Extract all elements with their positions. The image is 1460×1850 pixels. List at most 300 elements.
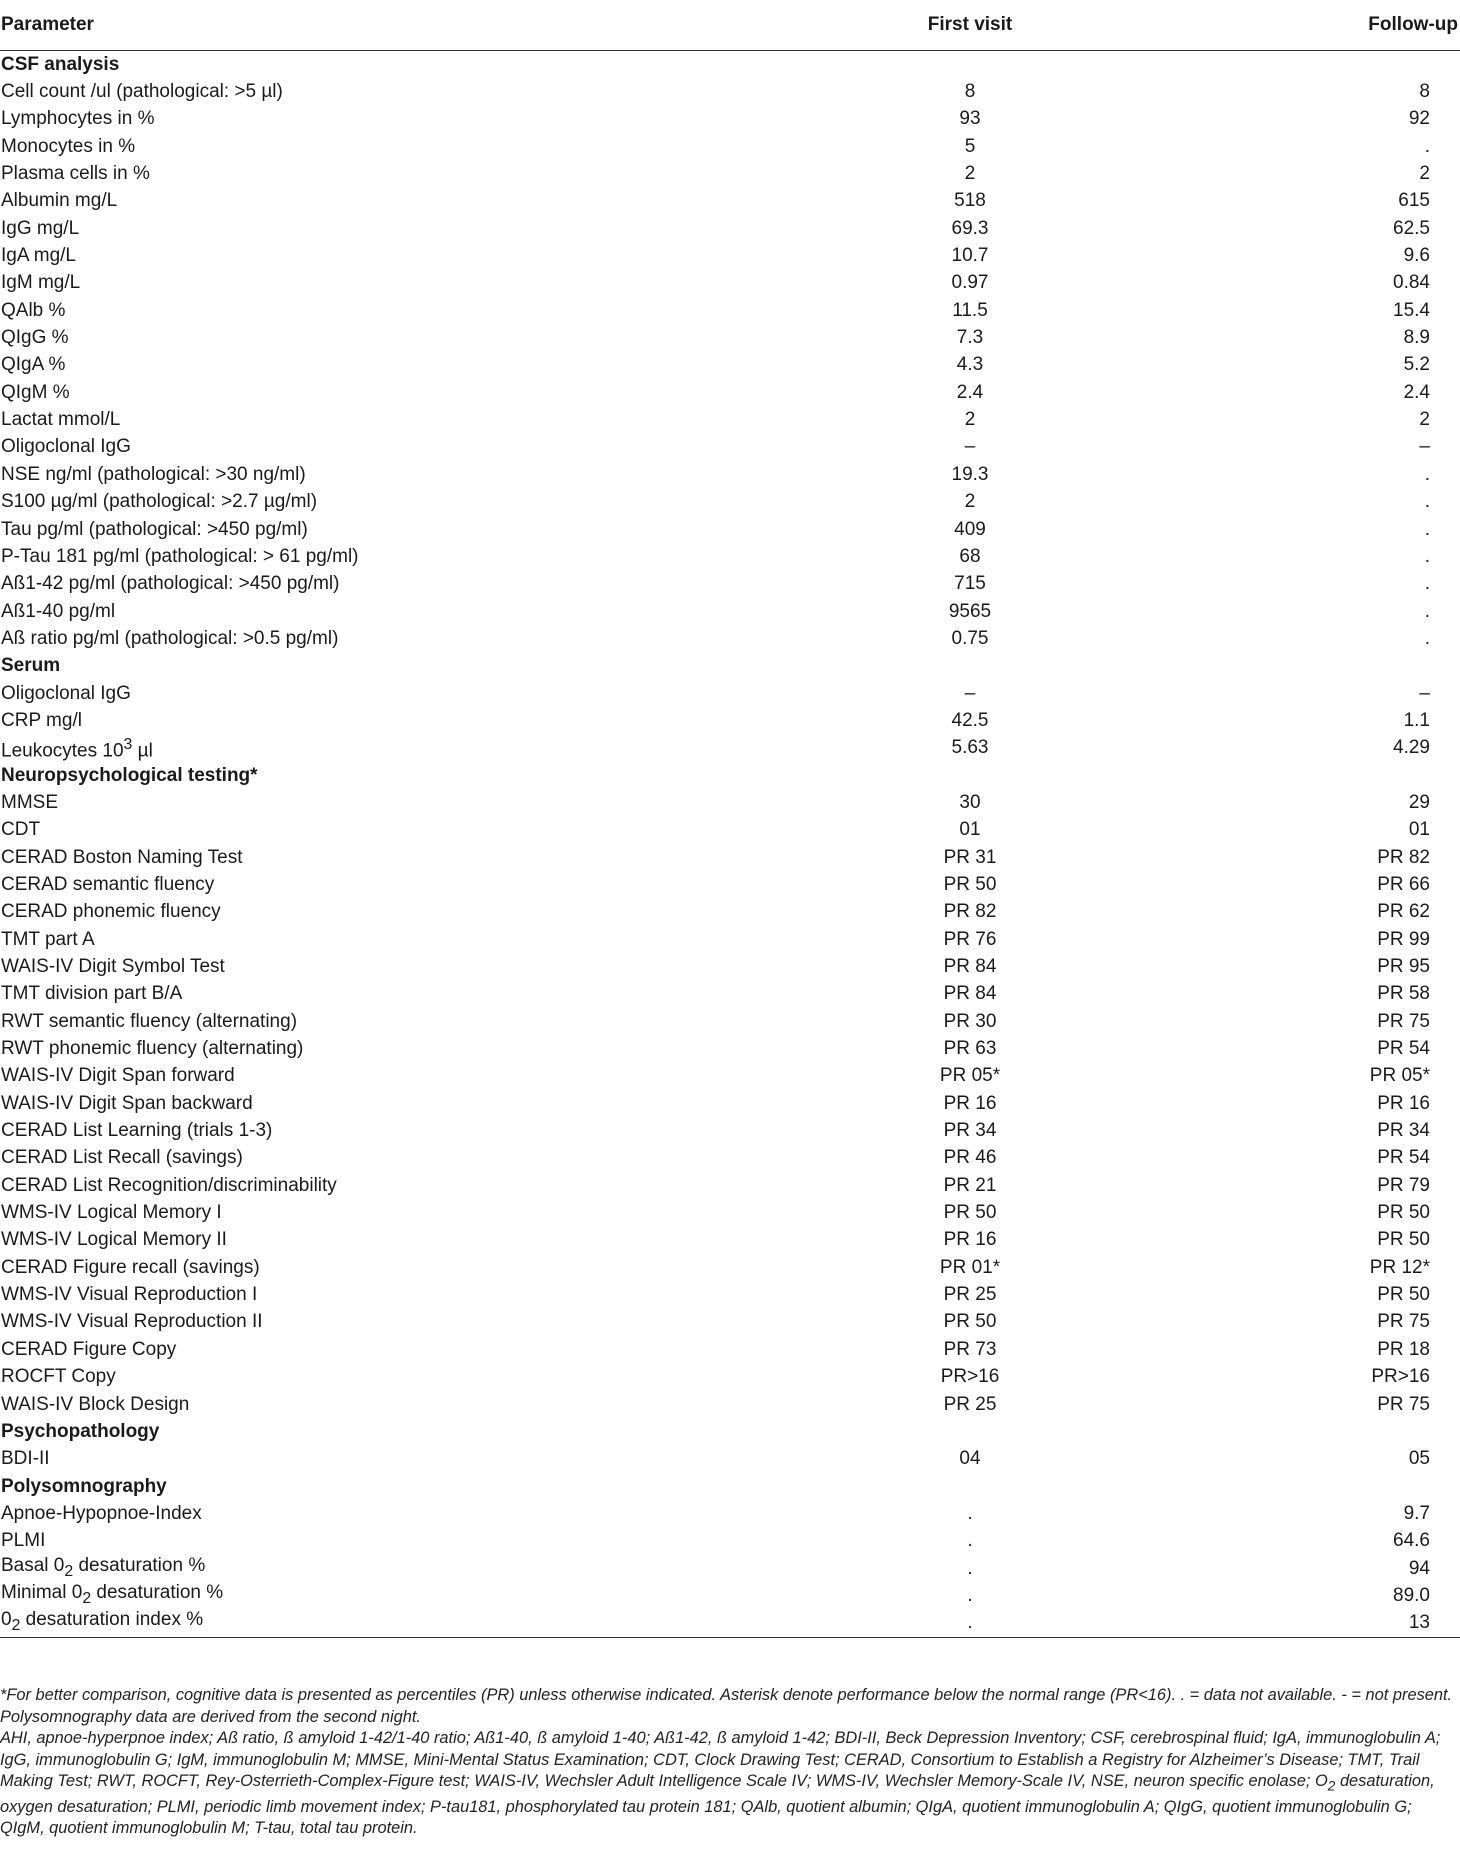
first-visit-value: PR 31 [943,846,997,868]
table-row [0,215,1460,242]
parameter-label: QIgM % [1,381,70,403]
parameter-label-suffix: desaturation % [73,1554,206,1576]
parameter-cell [0,188,740,215]
parameter-cell [0,680,740,707]
parameter-cell [0,1008,740,1035]
table-row [0,1610,1460,1638]
parameter-label: CERAD Figure Copy [1,1338,177,1360]
first-visit-value: 2 [964,409,976,431]
table-row [0,133,1460,160]
follow-up-value: PR 54 [1377,1147,1430,1169]
parameter-cell [0,1172,740,1199]
parameter-cell [0,817,740,844]
parameter-cell [0,78,740,105]
table-row [0,516,1460,543]
table-row [0,735,1460,762]
table-row [0,543,1460,570]
table-row [0,844,1460,871]
parameter-label: CRP mg/l [1,709,82,731]
parameter-cell [0,571,740,598]
parameter-label-suffix: desaturation % [91,1582,224,1604]
first-visit-value: 2 [964,491,976,513]
follow-up-value: 94 [1408,1557,1430,1579]
parameter-label: CERAD semantic fluency [1,873,215,895]
parameter-label: WAIS-IV Block Design [1,1393,190,1415]
header-parameter: Parameter [0,0,740,51]
first-visit-value: PR 84 [943,983,997,1005]
header-follow-up: Follow-up [1200,0,1460,51]
parameter-cell [0,1446,740,1473]
first-visit-value: PR 50 [943,1202,997,1224]
table-notes [0,1685,1456,1840]
follow-up-value: PR 99 [1377,928,1430,950]
parameter-cell [0,106,740,133]
parameter-cell [0,1610,740,1638]
table-row [0,680,1460,707]
section-title: Psychopathology [1,1420,160,1442]
empty-cell [740,1418,1200,1445]
first-visit-value: . [740,1610,1200,1638]
table-row [0,789,1460,816]
parameter-label: Leukocytes 10 [1,740,124,762]
table-row [0,324,1460,351]
table-row [0,1117,1460,1144]
table-row [0,1063,1460,1090]
table-row [0,1500,1460,1527]
footnote: *For better comparison, cognitive data is presented as percentiles (PR) unless otherwise indicated. Asterisk denote performance below the normal range (PR<16). . = data not available. - = not present. Polysomnography data are derived from the second night. [0,1686,1453,1726]
table-row [0,1391,1460,1418]
first-visit-value: 518 [954,190,986,212]
table-row [0,1090,1460,1117]
parameter-label: WMS-IV Logical Memory II [1,1229,227,1251]
parameter-cell [0,297,740,324]
follow-up-value: PR 79 [1377,1174,1430,1196]
parameter-cell [0,1364,740,1391]
section-title: Neuropsychological testing* [1,764,258,786]
follow-up-value: . [1424,135,1430,157]
parameter-label-suffix: µl [132,740,153,762]
table-row [0,1199,1460,1226]
first-visit-value: 19.3 [951,463,989,485]
table-body [0,51,1460,1638]
follow-up-value: PR 05* [1369,1065,1430,1087]
parameter-label: Monocytes in % [1,135,136,157]
parameter-cell [0,844,740,871]
parameter-label: WMS-IV Visual Reproduction II [1,1311,263,1333]
first-visit-value: PR 50 [943,1311,997,1333]
parameter-label: Aß1-42 pg/ml (pathological: >450 pg/ml) [1,573,340,595]
empty-cell [1200,1473,1460,1500]
follow-up-value: . [1424,518,1430,540]
empty-cell [740,1473,1200,1500]
parameter-cell [0,598,740,625]
table-row [0,1336,1460,1363]
first-visit-value: PR 25 [943,1393,997,1415]
table-row [0,1364,1460,1391]
empty-cell [1200,51,1460,79]
follow-up-value: PR 82 [1377,846,1430,868]
follow-up-value: 15.4 [1393,299,1430,321]
follow-up-value: PR 75 [1377,1311,1430,1333]
parameter-cell [0,242,740,269]
follow-up-value: PR>16 [1371,1366,1430,1388]
table-row [0,406,1460,433]
parameter-cell [0,871,740,898]
follow-up-value: . [1424,545,1430,567]
follow-up-value: . [1424,491,1430,513]
parameter-cell [0,406,740,433]
table-row [0,926,1460,953]
parameter-label: S100 µg/ml (pathological: >2.7 µg/ml) [1,491,318,513]
first-visit-value: 11.5 [952,299,988,321]
follow-up-value: PR 62 [1377,901,1430,923]
table-row [0,953,1460,980]
follow-up-value: 92 [1408,108,1430,130]
first-visit-value: 5 [964,135,976,157]
section-header-row [0,51,1460,79]
first-visit-value: 2.4 [956,381,984,403]
first-visit-value: – [964,436,976,458]
follow-up-value: PR 18 [1377,1338,1430,1360]
follow-up-value: . [1424,627,1430,649]
first-visit-value: PR 82 [943,901,997,923]
first-visit-value: PR>16 [940,1366,1000,1388]
abbreviations-subscript: 2 [1327,1778,1336,1794]
table-row [0,899,1460,926]
empty-cell [740,653,1200,680]
parameter-label: MMSE [1,791,58,813]
parameter-label: Oligoclonal IgG [1,436,131,458]
follow-up-value: 2 [1419,163,1430,185]
first-visit-value: PR 46 [943,1147,997,1169]
parameter-label: WAIS-IV Digit Symbol Test [1,956,225,978]
follow-up-value: PR 16 [1377,1092,1430,1114]
empty-cell [740,51,1200,79]
parameter-label: RWT semantic fluency (alternating) [1,1010,298,1032]
parameter-cell [0,1391,740,1418]
parameter-label: PLMI [1,1530,46,1552]
parameter-label: Aß ratio pg/ml (pathological: >0.5 pg/ml) [1,627,339,649]
first-visit-value: 2 [964,163,976,185]
first-visit-value: 0.97 [951,272,989,294]
parameter-cell [0,625,740,652]
follow-up-value: 5.2 [1403,354,1430,376]
follow-up-value: 8.9 [1403,327,1430,349]
parameter-label: CDT [1,819,41,841]
label-subscript: 2 [11,1617,21,1635]
parameter-label: WMS-IV Visual Reproduction I [1,1284,258,1306]
follow-up-value: 89.0 [1393,1584,1430,1606]
first-visit-value: 04 [959,1448,981,1470]
table-row [0,817,1460,844]
table-row [0,489,1460,516]
parameter-cell [0,1117,740,1144]
follow-up-value: 01 [1408,819,1430,841]
table-row [0,242,1460,269]
first-visit-value: 69.3 [951,217,989,239]
follow-up-value: 05 [1408,1448,1430,1470]
abbreviations-text-1: AHI, apnoe-hyperpnoe index; Aß ratio, ß amyloid 1-42/1-40 ratio; Aß1-40, ß amyloid 1-40; Aß1-42, ß amyloid 1-42; BDI-II, Beck Depression Inventory; CSF, cerebrospinal fluid; IgA, immunoglobulin A; IgG, immunoglobulin G; IgM, immunoglobulin M; MMSE, Mini-Mental Status Examination; CDT, Clock Drawing Test; CERAD, Consortium to Establish a Registry for Alzheimer’s Disease; TMT, Trail Making Test; RWT, ROCFT, Rey-Osterrieth-Complex-Figure test; WAIS-IV, Wechsler Adult Intelligence Scale IV; WMS-IV, Wechsler Memory-Scale IV, NSE, neuron specific enolase; O [0,1729,1441,1790]
table-row [0,270,1460,297]
follow-up-value: 9.7 [1403,1502,1430,1524]
follow-up-value: . [1424,463,1430,485]
parameter-cell [0,707,740,734]
table-row [0,379,1460,406]
follow-up-value: PR 34 [1377,1120,1430,1142]
first-visit-value: PR 16 [943,1229,997,1251]
parameter-cell [0,434,740,461]
first-visit-value: PR 30 [943,1010,997,1032]
section-header-row [0,1473,1460,1500]
follow-up-value: PR 58 [1377,983,1430,1005]
first-visit-value: 01 [959,819,981,841]
first-visit-value: 409 [954,518,986,540]
first-visit-value: . [967,1584,973,1606]
first-visit-value: 10.7 [951,245,989,267]
first-visit-value: 0.75 [951,627,989,649]
follow-up-value: PR 75 [1377,1010,1430,1032]
parameter-label: CERAD List Recognition/discriminability [1,1174,337,1196]
section-header-row [0,762,1460,789]
empty-cell [1200,653,1460,680]
parameter-label: CERAD List Recall (savings) [1,1147,243,1169]
parameter-label: TMT division part B/A [1,983,183,1005]
parameter-label: IgG mg/L [1,217,80,239]
parameter-cell [0,1035,740,1062]
follow-up-value: – [1419,682,1430,704]
table-row [0,461,1460,488]
parameter-cell [0,1500,740,1527]
follow-up-value: 0.84 [1393,272,1430,294]
first-visit-value: 7.3 [956,327,984,349]
first-visit-value: 42.5 [951,709,989,731]
first-visit-value: PR 63 [943,1038,997,1060]
table-row [0,1528,1460,1555]
section-title: CSF analysis [1,53,120,75]
first-visit-value: PR 01* [939,1256,1001,1278]
parameter-cell [0,1145,740,1172]
parameter-label: Albumin mg/L [1,190,118,212]
table-row [0,1172,1460,1199]
table-row [0,981,1460,1008]
parameter-cell [0,160,740,187]
follow-up-value: – [1419,436,1430,458]
parameter-label: Basal 0 [1,1554,65,1576]
parameter-label: Apnoe-Hypopnoe-Index [1,1502,202,1524]
follow-up-value: 2 [1419,409,1430,431]
first-visit-value: PR 05* [939,1065,1001,1087]
table-row [0,1145,1460,1172]
first-visit-value: 5.63 [951,737,989,759]
parameter-cell [0,1528,740,1555]
empty-cell [1200,1418,1460,1445]
table-row [0,188,1460,215]
first-visit-value: . [967,1557,973,1579]
parameter-label: NSE ng/ml (pathological: >30 ng/ml) [1,463,306,485]
first-visit-value: 68 [959,545,981,567]
parameter-label: Oligoclonal IgG [1,682,131,704]
first-visit-value: 30 [959,791,981,813]
table-row [0,598,1460,625]
parameter-cell [0,270,740,297]
parameter-cell [0,215,740,242]
parameter-cell [0,926,740,953]
parameter-label: P-Tau 181 pg/ml (pathological: > 61 pg/ml) [1,545,359,567]
first-visit-value: 715 [954,573,986,595]
parameter-cell [0,1199,740,1226]
follow-up-value: PR 50 [1377,1229,1430,1251]
first-visit-value: . [967,1530,973,1552]
empty-cell [740,762,1200,789]
parameter-cell [0,352,740,379]
parameter-label: TMT part A [1,928,95,950]
label-subscript: 2 [64,1562,74,1580]
parameter-label-suffix: desaturation index % [20,1609,204,1631]
follow-up-value: 64.6 [1393,1530,1430,1552]
table-row [0,707,1460,734]
parameter-label: Minimal 0 [1,1582,83,1604]
section-title: Serum [1,655,61,677]
first-visit-value: PR 34 [943,1120,997,1142]
parameter-label: CERAD phonemic fluency [1,901,221,923]
table-row [0,1008,1460,1035]
parameter-label: CERAD Boston Naming Test [1,846,243,868]
section-title: Polysomnography [1,1475,167,1497]
table-row [0,1309,1460,1336]
parameter-label: WMS-IV Logical Memory I [1,1202,222,1224]
parameter-cell [0,461,740,488]
parameter-label: Lymphocytes in % [1,108,155,130]
table-row [0,160,1460,187]
parameter-label: WAIS-IV Digit Span forward [1,1065,235,1087]
parameter-label: 0 [1,1609,12,1631]
label-subscript: 2 [82,1589,92,1607]
follow-up-value: 4.29 [1393,737,1430,759]
parameter-cell [0,543,740,570]
parameter-cell [0,1582,740,1609]
follow-up-value: 8 [1419,81,1430,103]
follow-up-value: 615 [1398,190,1430,212]
parameter-cell [0,489,740,516]
first-visit-value: 4.3 [956,354,984,376]
follow-up-value: PR 75 [1377,1393,1430,1415]
parameter-label: Plasma cells in % [1,163,150,185]
parameter-cell [0,953,740,980]
follow-up-value: . [1424,600,1430,622]
parameter-cell [0,1336,740,1363]
first-visit-value: PR 16 [943,1092,997,1114]
table-header-row [0,0,1460,51]
parameter-cell [0,981,740,1008]
follow-up-value: 1.1 [1403,709,1430,731]
parameter-label: Aß1-40 pg/ml [1,600,116,622]
first-visit-value: PR 84 [943,956,997,978]
table-row [0,297,1460,324]
table-row [0,625,1460,652]
first-visit-value: PR 50 [943,873,997,895]
parameter-label: Cell count /ul (pathological: >5 µl) [1,81,283,103]
follow-up-value: 29 [1408,791,1430,813]
follow-up-value: 13 [1200,1610,1460,1638]
empty-cell [1200,762,1460,789]
parameter-cell [0,735,740,762]
parameter-label: ROCFT Copy [1,1366,116,1388]
table-row [0,871,1460,898]
parameter-cell [0,516,740,543]
parameter-label: IgM mg/L [1,272,81,294]
parameter-cell [0,1090,740,1117]
parameter-label: QIgG % [1,327,69,349]
first-visit-value: PR 25 [943,1284,997,1306]
parameter-cell [0,1227,740,1254]
table-row [0,571,1460,598]
follow-up-value: 62.5 [1393,217,1430,239]
parameter-cell [0,1063,740,1090]
table-row [0,1582,1460,1609]
parameter-cell [0,899,740,926]
parameter-cell [0,789,740,816]
follow-up-value: PR 95 [1377,956,1430,978]
first-visit-value: 8 [964,81,976,103]
follow-up-value: 2.4 [1403,381,1430,403]
parameter-cell [0,324,740,351]
table-row [0,78,1460,105]
table-row [0,1446,1460,1473]
first-visit-value: PR 73 [943,1338,997,1360]
first-visit-value: 9565 [948,600,992,622]
follow-up-value: . [1424,573,1430,595]
table-row [0,1281,1460,1308]
label-superscript: 3 [123,736,133,754]
parameter-cell [0,1254,740,1281]
table-row [0,1254,1460,1281]
follow-up-value: PR 12* [1369,1256,1430,1278]
follow-up-value: 9.6 [1403,245,1430,267]
table-row [0,1035,1460,1062]
parameter-cell [0,1281,740,1308]
header-first-visit: First visit [740,0,1200,51]
table-row [0,1555,1460,1582]
table-row [0,106,1460,133]
abbreviations-text-2: desaturation, oxygen desaturation; PLMI, periodic limb movement index; P-tau181, phosphorylated tau protein 181; QAlb, quotient albumin; QIgA, quotient immunoglobulin A; QIgG, quotient immunoglobulin G; QIgM, quotient immunoglobulin M; T-tau, total tau protein. [0,1772,1435,1838]
parameter-label: WAIS-IV Digit Span backward [1,1092,253,1114]
follow-up-value: PR 54 [1377,1038,1430,1060]
parameter-cell [0,1309,740,1336]
parameter-cell [0,1555,740,1582]
first-visit-value: PR 76 [943,928,997,950]
section-header-row [0,1418,1460,1445]
table-row [0,352,1460,379]
section-header-row [0,653,1460,680]
parameter-label: Lactat mmol/L [1,409,121,431]
first-visit-value: . [967,1502,973,1524]
parameter-label: CERAD Figure recall (savings) [1,1256,260,1278]
parameter-label: IgA mg/L [1,245,76,267]
abbreviations [0,1728,1456,1840]
parameter-label: RWT phonemic fluency (alternating) [1,1038,304,1060]
first-visit-value: – [964,682,976,704]
parameter-cell [0,133,740,160]
parameter-label: Tau pg/ml (pathological: >450 pg/ml) [1,518,308,540]
follow-up-value: PR 50 [1377,1202,1430,1224]
table-row [0,434,1460,461]
follow-up-value: PR 50 [1377,1284,1430,1306]
parameter-label: QAlb % [1,299,66,321]
first-visit-value: PR 21 [943,1174,997,1196]
table-row [0,1227,1460,1254]
parameter-label: CERAD List Learning (trials 1-3) [1,1120,273,1142]
first-visit-value: 93 [959,108,981,130]
